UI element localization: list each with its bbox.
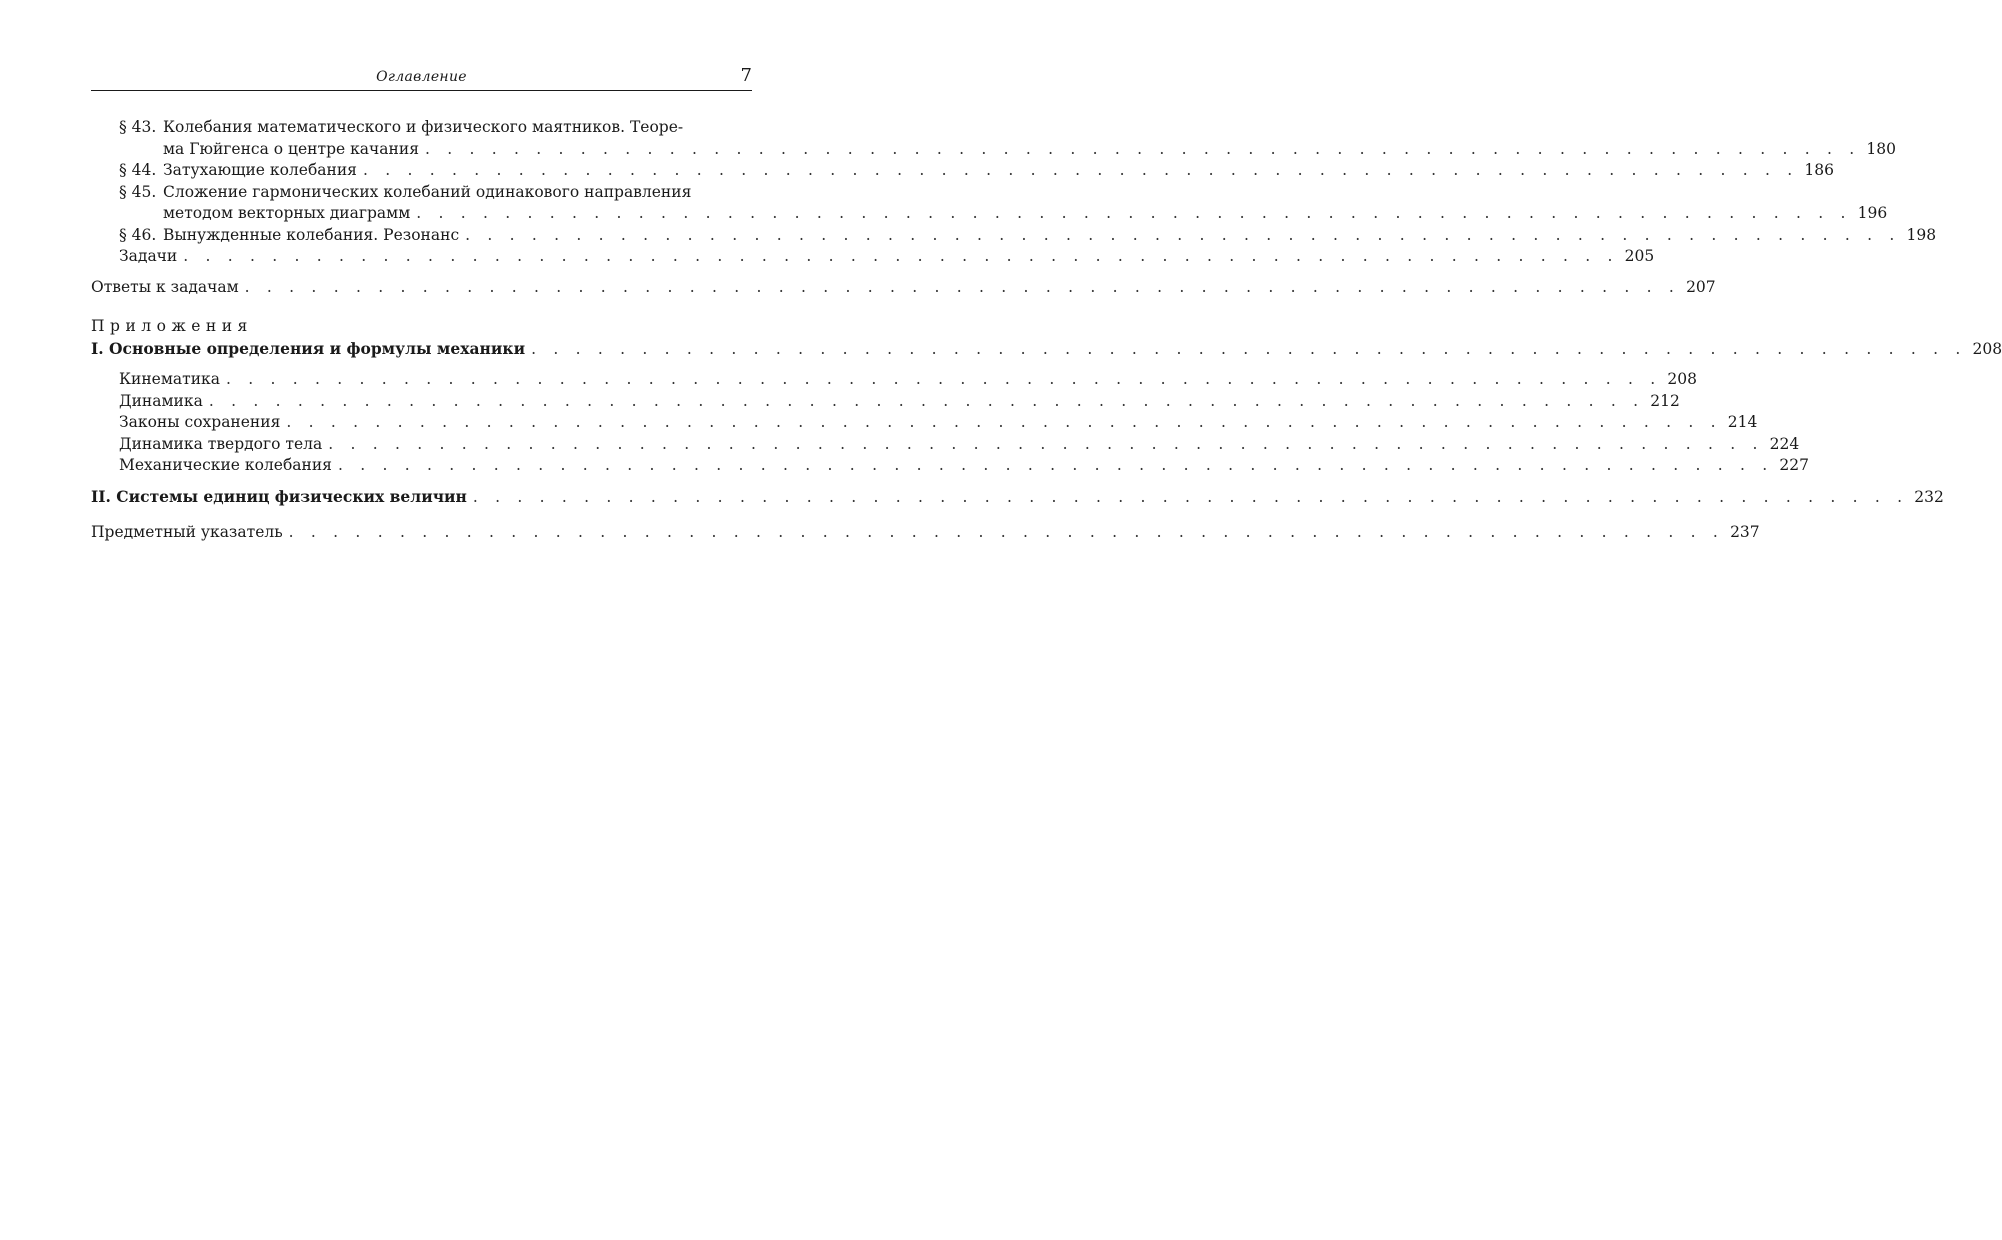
- toc-entry-appendix-1[interactable]: [91, 338, 2002, 361]
- toc-entry-title: Механические колебания: [119, 456, 332, 474]
- toc-entry-appendix-2[interactable]: [91, 486, 1944, 509]
- toc-entry-title: Динамика: [119, 391, 203, 410]
- toc-page-number: 207: [1686, 277, 1716, 296]
- toc-entry-section-44[interactable]: [91, 160, 1834, 182]
- dot-leader: . . . . . . . . . . . . . . . . . . . . . . . . . . . . . . . . . . . . . . . . . . . . . . . . . . . . . . . . . . . . . . . . .: [244, 277, 1681, 296]
- dot-leader: . . . . . . . . . . . . . . . . . . . . . . . . . . . . . . . . . . . . . . . . . . . . . . . . . . . . . . . . . . . . . . . . .: [337, 456, 1774, 474]
- toc-entry-title: Затухающие колебания: [163, 161, 357, 179]
- dot-leader: . . . . . . . . . . . . . . . . . . . . . . . . . . . . . . . . . . . . . . . . . . . . . . . . . . . . . . . . . . . . . . . . .: [416, 204, 1852, 222]
- toc-entry-section-46[interactable]: [91, 225, 1937, 247]
- table-of-contents: [91, 117, 2002, 544]
- toc-entry-conservation-laws[interactable]: [91, 412, 1758, 434]
- section-number: § 46.: [119, 225, 157, 244]
- toc-entry-title: Предметный указатель: [91, 523, 283, 541]
- toc-entry-title: Кинематика: [119, 370, 220, 388]
- toc-page-number: 196: [1857, 204, 1888, 222]
- dot-leader: . . . . . . . . . . . . . . . . . . . . . . . . . . . . . . . . . . . . . . . . . . . . . . . . . . . . . . . . . . . . . . . . .: [288, 523, 1725, 541]
- dot-leader: . . . . . . . . . . . . . . . . . . . . . . . . . . . . . . . . . . . . . . . . . . . . . . . . . . . . . . . . . . . . . . . . .: [465, 225, 1901, 244]
- dot-leader: . . . . . . . . . . . . . . . . . . . . . . . . . . . . . . . . . . . . . . . . . . . . . . . . . . . . . . . . . . . . . . . . .: [183, 247, 1619, 265]
- section-number: § 43.: [119, 118, 157, 136]
- toc-entry-title: Задачи: [119, 247, 178, 265]
- toc-page-number: 232: [1914, 487, 1944, 506]
- toc-entry-title-line2: ма Гюйгенса о центре качания: [163, 139, 419, 158]
- toc-page-number: 205: [1624, 247, 1655, 265]
- toc-page-number: 198: [1906, 225, 1937, 244]
- dot-leader: . . . . . . . . . . . . . . . . . . . . . . . . . . . . . . . . . . . . . . . . . . . . . . . . . . . . . . . . . . . . . . . . .: [424, 139, 1861, 158]
- toc-page-number: 224: [1769, 434, 1800, 453]
- dot-leader: . . . . . . . . . . . . . . . . . . . . . . . . . . . . . . . . . . . . . . . . . . . . . . . . . . . . . . . . . . . . . . . . .: [362, 161, 1799, 179]
- toc-page-number: 237: [1730, 523, 1760, 541]
- toc-entry-subject-index[interactable]: [91, 522, 1760, 544]
- page-number: 7: [740, 65, 752, 86]
- toc-entry-title-line1: Колебания математического и физического маятников. Теоре-: [163, 118, 684, 136]
- toc-entry-dynamics[interactable]: [91, 391, 1680, 413]
- dot-leader: . . . . . . . . . . . . . . . . . . . . . . . . . . . . . . . . . . . . . . . . . . . . . . . . . . . . . . . . . . . . . . . . .: [328, 434, 1764, 453]
- dot-leader: . . . . . . . . . . . . . . . . . . . . . . . . . . . . . . . . . . . . . . . . . . . . . . . . . . . . . . . . . . . . . . . . .: [472, 487, 1909, 506]
- toc-entry-mechanical-oscillations[interactable]: [91, 455, 1809, 477]
- toc-entry-title: Законы сохранения: [119, 413, 281, 431]
- toc-entry-rigid-body-dynamics[interactable]: [91, 434, 1800, 456]
- toc-entry-title: Вынужденные колебания. Резонанс: [163, 225, 460, 244]
- appendix-heading: Приложения: [91, 317, 253, 335]
- toc-page-number: 214: [1727, 413, 1758, 431]
- toc-entry-title: Ответы к задачам: [91, 277, 239, 296]
- toc-entry-kinematics[interactable]: [91, 369, 1697, 391]
- toc-entry-title-line2: методом векторных диаграмм: [163, 204, 411, 222]
- toc-page-number: 208: [1972, 339, 2002, 358]
- document-page: [91, 62, 2002, 544]
- dot-leader: . . . . . . . . . . . . . . . . . . . . . . . . . . . . . . . . . . . . . . . . . . . . . . . . . . . . . . . . . . . . . . . . .: [208, 391, 1645, 410]
- toc-page-number: 186: [1804, 161, 1834, 179]
- toc-entry-problems[interactable]: [91, 246, 1655, 268]
- dot-leader: . . . . . . . . . . . . . . . . . . . . . . . . . . . . . . . . . . . . . . . . . . . . . . . . . . . . . . . . . . . . . . . . .: [225, 370, 1662, 388]
- section-number: § 45.: [119, 182, 157, 201]
- running-header: [91, 62, 752, 91]
- dot-leader: . . . . . . . . . . . . . . . . . . . . . . . . . . . . . . . . . . . . . . . . . . . . . . . . . . . . . . . . . . . . . . . . .: [531, 339, 1967, 358]
- toc-entry-section-45[interactable]: [91, 182, 1888, 225]
- toc-page-number: 208: [1667, 370, 1697, 388]
- toc-entry-title: Динамика твердого тела: [119, 434, 323, 453]
- toc-entry-title-line1: Сложение гармонических колебаний одинакового направления: [163, 182, 692, 201]
- running-title: Оглавление: [376, 69, 467, 85]
- toc-page-number: 180: [1866, 139, 1896, 158]
- toc-page-number: 227: [1779, 456, 1809, 474]
- toc-entry-title: I. Основные определения и формулы механики: [91, 338, 526, 358]
- toc-page-number: 212: [1650, 391, 1680, 410]
- toc-entry-title: II. Системы единиц физических величин: [91, 486, 467, 506]
- dot-leader: . . . . . . . . . . . . . . . . . . . . . . . . . . . . . . . . . . . . . . . . . . . . . . . . . . . . . . . . . . . . . . . . .: [286, 413, 1722, 431]
- toc-entry-section-43[interactable]: [91, 117, 1896, 160]
- section-number: § 44.: [119, 161, 157, 179]
- toc-entry-answers[interactable]: [91, 277, 1716, 299]
